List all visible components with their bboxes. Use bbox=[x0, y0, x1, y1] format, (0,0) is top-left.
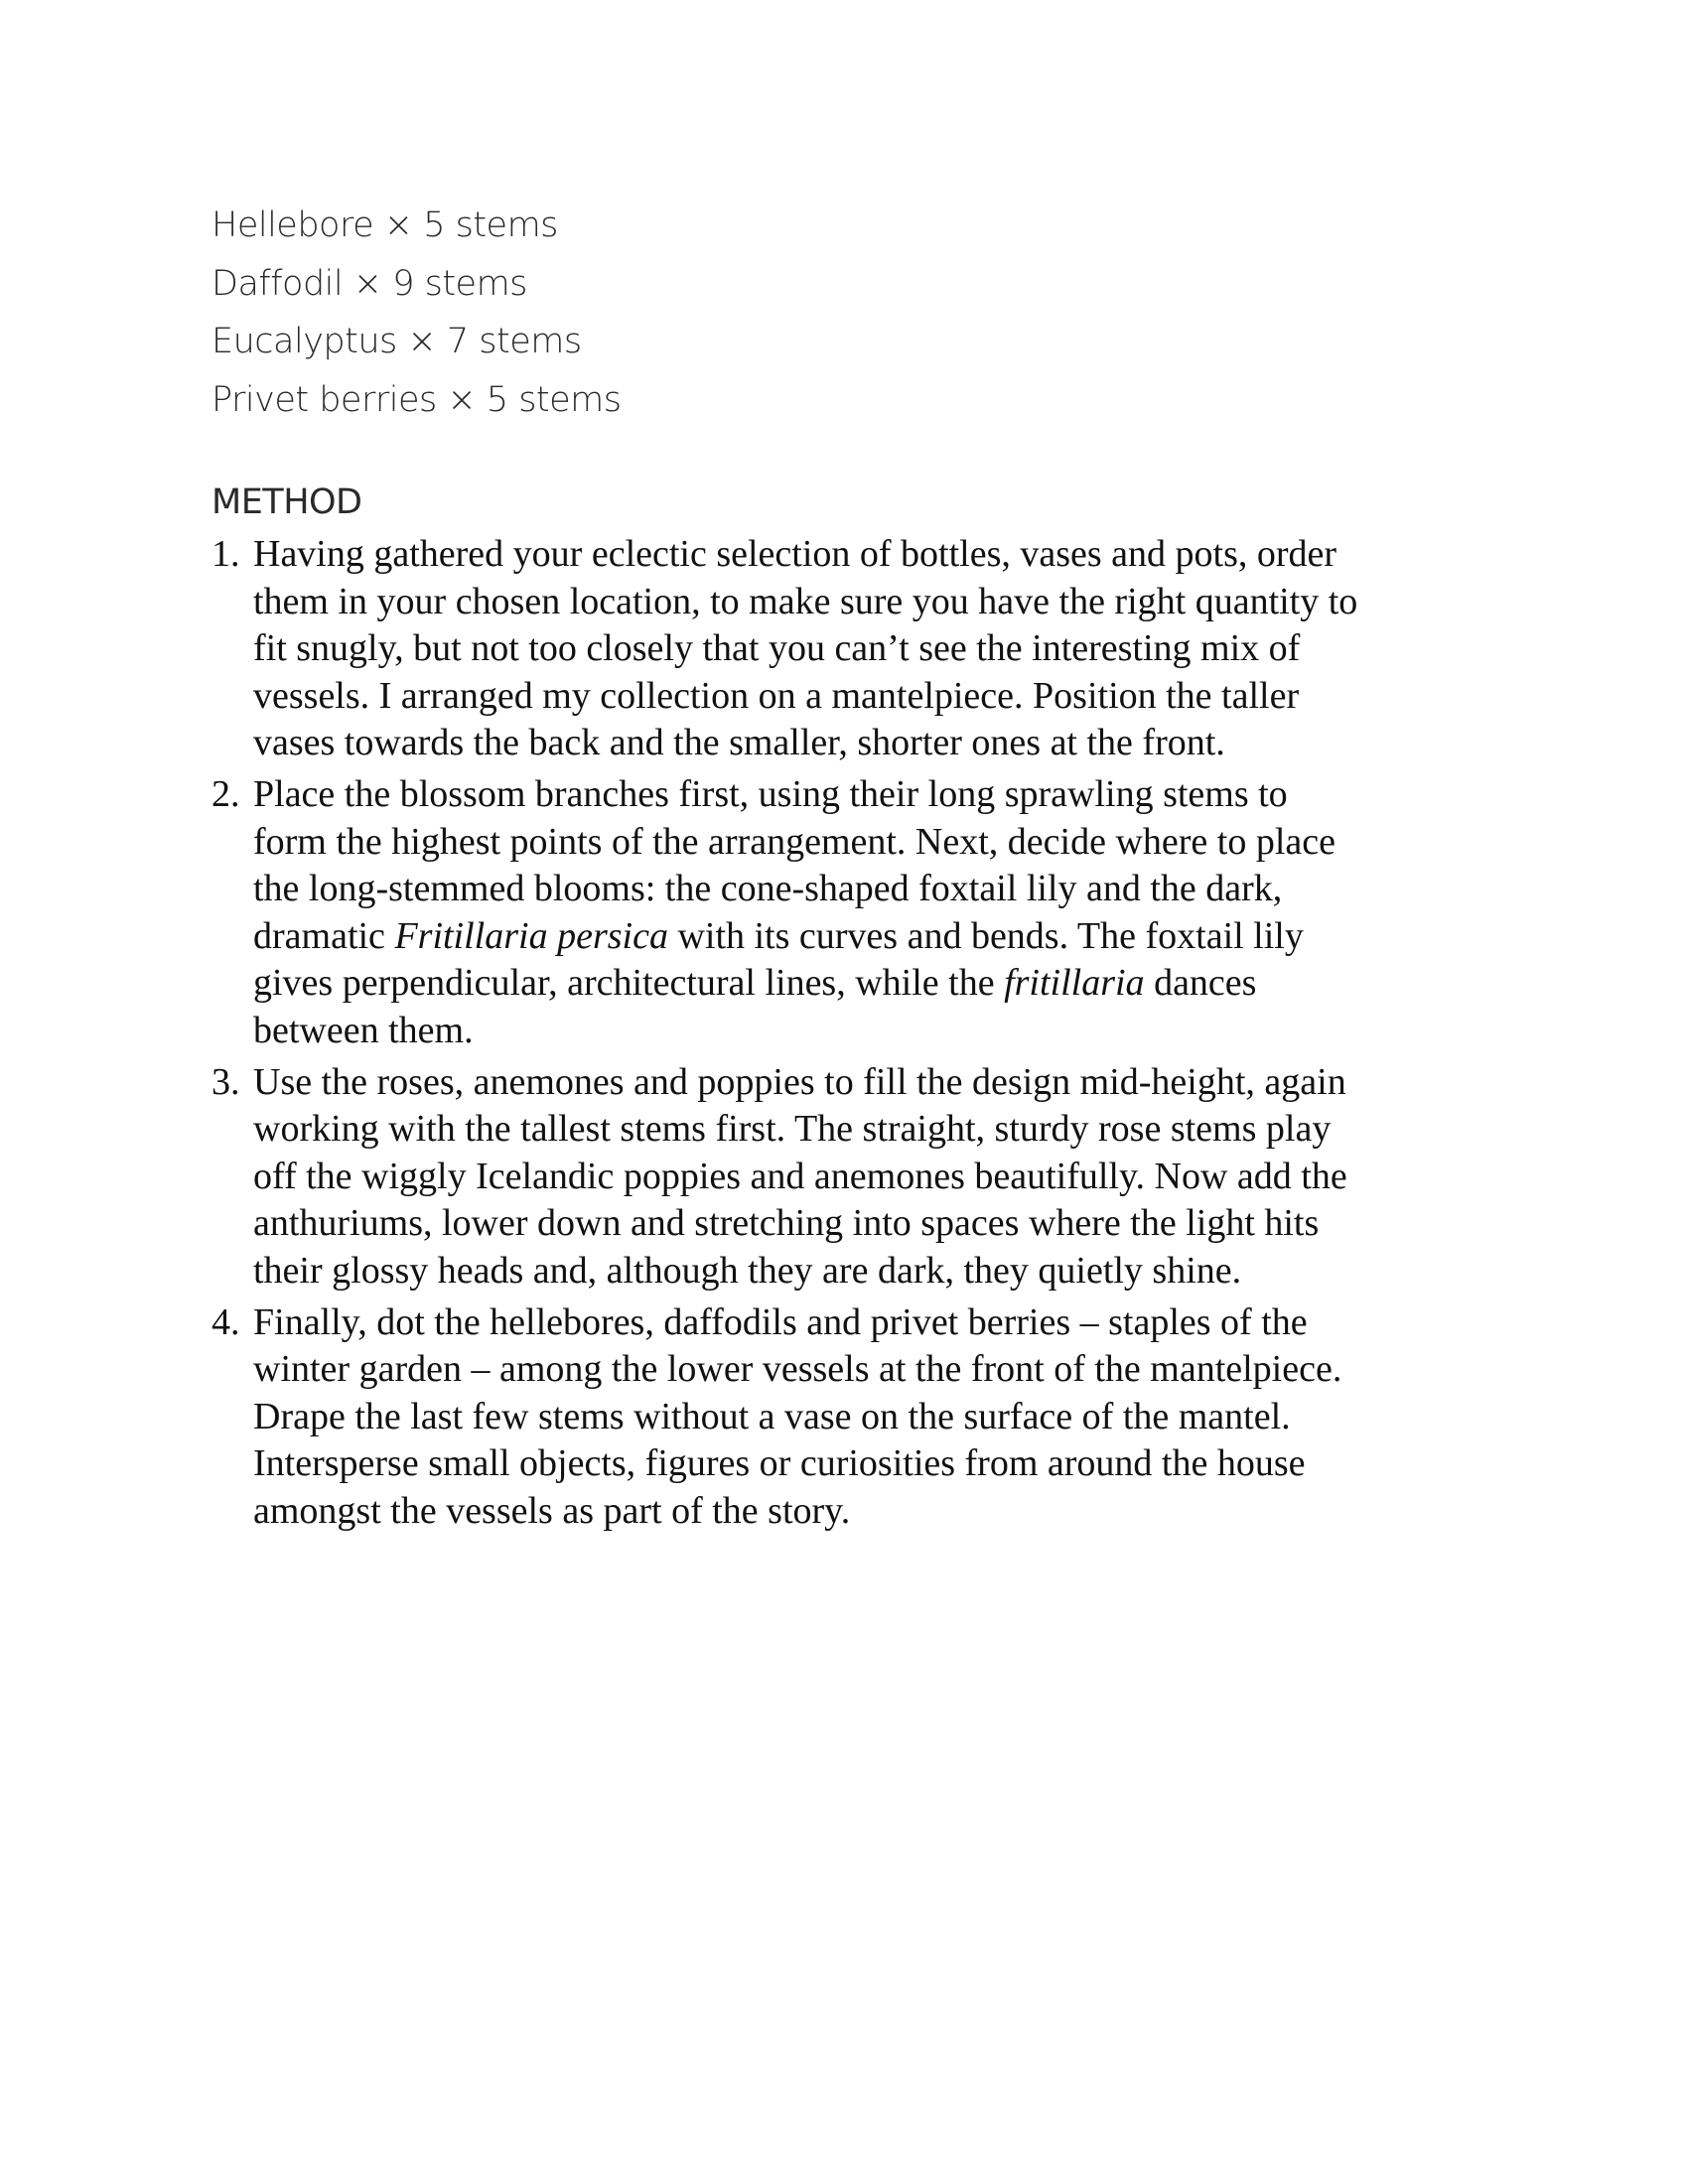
ingredient-item: Eucalyptus × 7 stems bbox=[211, 322, 582, 361]
step-line bbox=[253, 913, 1502, 961]
step-line-text: dances bbox=[1144, 962, 1257, 1005]
step-line bbox=[253, 960, 1502, 1008]
step-line: winter garden – among the lower vessels at the front of the mantelpiece. bbox=[253, 1348, 1342, 1391]
step-line-text: with its curves and bends. The foxtail lily bbox=[667, 914, 1304, 957]
italic-species-name: Fritillaria persica bbox=[394, 914, 668, 957]
step-number: 1. bbox=[211, 533, 240, 575]
step-line: the long-stemmed blooms: the cone-shaped foxtail lily and the dark, bbox=[253, 868, 1283, 910]
method-step bbox=[211, 771, 1502, 1055]
ingredient-item: Daffodil × 9 stems bbox=[211, 263, 527, 304]
step-line: their glossy heads and, although they are dark, they quietly shine. bbox=[253, 1249, 1242, 1292]
step-line: them in your chosen location, to make sure you have the right quantity to bbox=[253, 580, 1358, 622]
step-line: off the wiggly Icelandic poppies and anemones beautifully. Now add the bbox=[253, 1155, 1347, 1197]
step-line: vases towards the back and the smaller, shorter ones at the front. bbox=[253, 722, 1225, 764]
step-line: Having gathered your eclectic selection of bottles, vases and pots, order bbox=[253, 533, 1337, 575]
ingredient-item: Hellebore × 5 stems bbox=[211, 205, 558, 245]
step-line-text: dramatic bbox=[253, 914, 395, 957]
ingredient-item: Privet berries × 5 stems bbox=[211, 379, 622, 420]
step-text bbox=[253, 1299, 1502, 1536]
step-line: between them. bbox=[253, 1009, 474, 1051]
step-number: 2. bbox=[211, 772, 240, 815]
step-line: Place the blossom branches first, using their long sprawling stems to bbox=[253, 772, 1288, 815]
step-line: amongst the vessels as part of the story. bbox=[253, 1489, 851, 1532]
step-line: Use the roses, anemones and poppies to fill the design mid-height, again bbox=[253, 1060, 1346, 1103]
step-number: 4. bbox=[211, 1300, 240, 1343]
step-text bbox=[253, 531, 1502, 767]
step-line: Finally, dot the hellebores, daffodils and privet berries – staples of the bbox=[253, 1300, 1308, 1343]
step-line: Intersperse small objects, figures or curiosities from around the house bbox=[253, 1442, 1306, 1485]
method-step bbox=[211, 1299, 1502, 1536]
italic-genus-name: fritillaria bbox=[1004, 962, 1145, 1005]
step-line-text: gives perpendicular, architectural lines, while the bbox=[253, 962, 1005, 1005]
step-line: fit snugly, but not too closely that you can’t see the interesting mix of bbox=[253, 627, 1301, 670]
ingredient-list bbox=[211, 197, 622, 429]
method-steps bbox=[211, 531, 1502, 1539]
method-step bbox=[211, 531, 1502, 767]
step-number: 3. bbox=[211, 1060, 240, 1103]
step-text bbox=[253, 771, 1502, 1055]
step-text bbox=[253, 1059, 1502, 1296]
step-line: Drape the last few stems without a vase on the surface of the mantel. bbox=[253, 1395, 1291, 1437]
step-line: form the highest points of the arrangement. Next, decide where to place bbox=[253, 820, 1336, 863]
method-step bbox=[211, 1059, 1502, 1296]
method-heading: METHOD bbox=[211, 482, 362, 522]
step-line: working with the tallest stems first. The straight, sturdy rose stems play bbox=[253, 1108, 1332, 1151]
step-line: vessels. I arranged my collection on a mantelpiece. Position the taller bbox=[253, 674, 1300, 717]
step-line: anthuriums, lower down and stretching into spaces where the light hits bbox=[253, 1202, 1320, 1245]
